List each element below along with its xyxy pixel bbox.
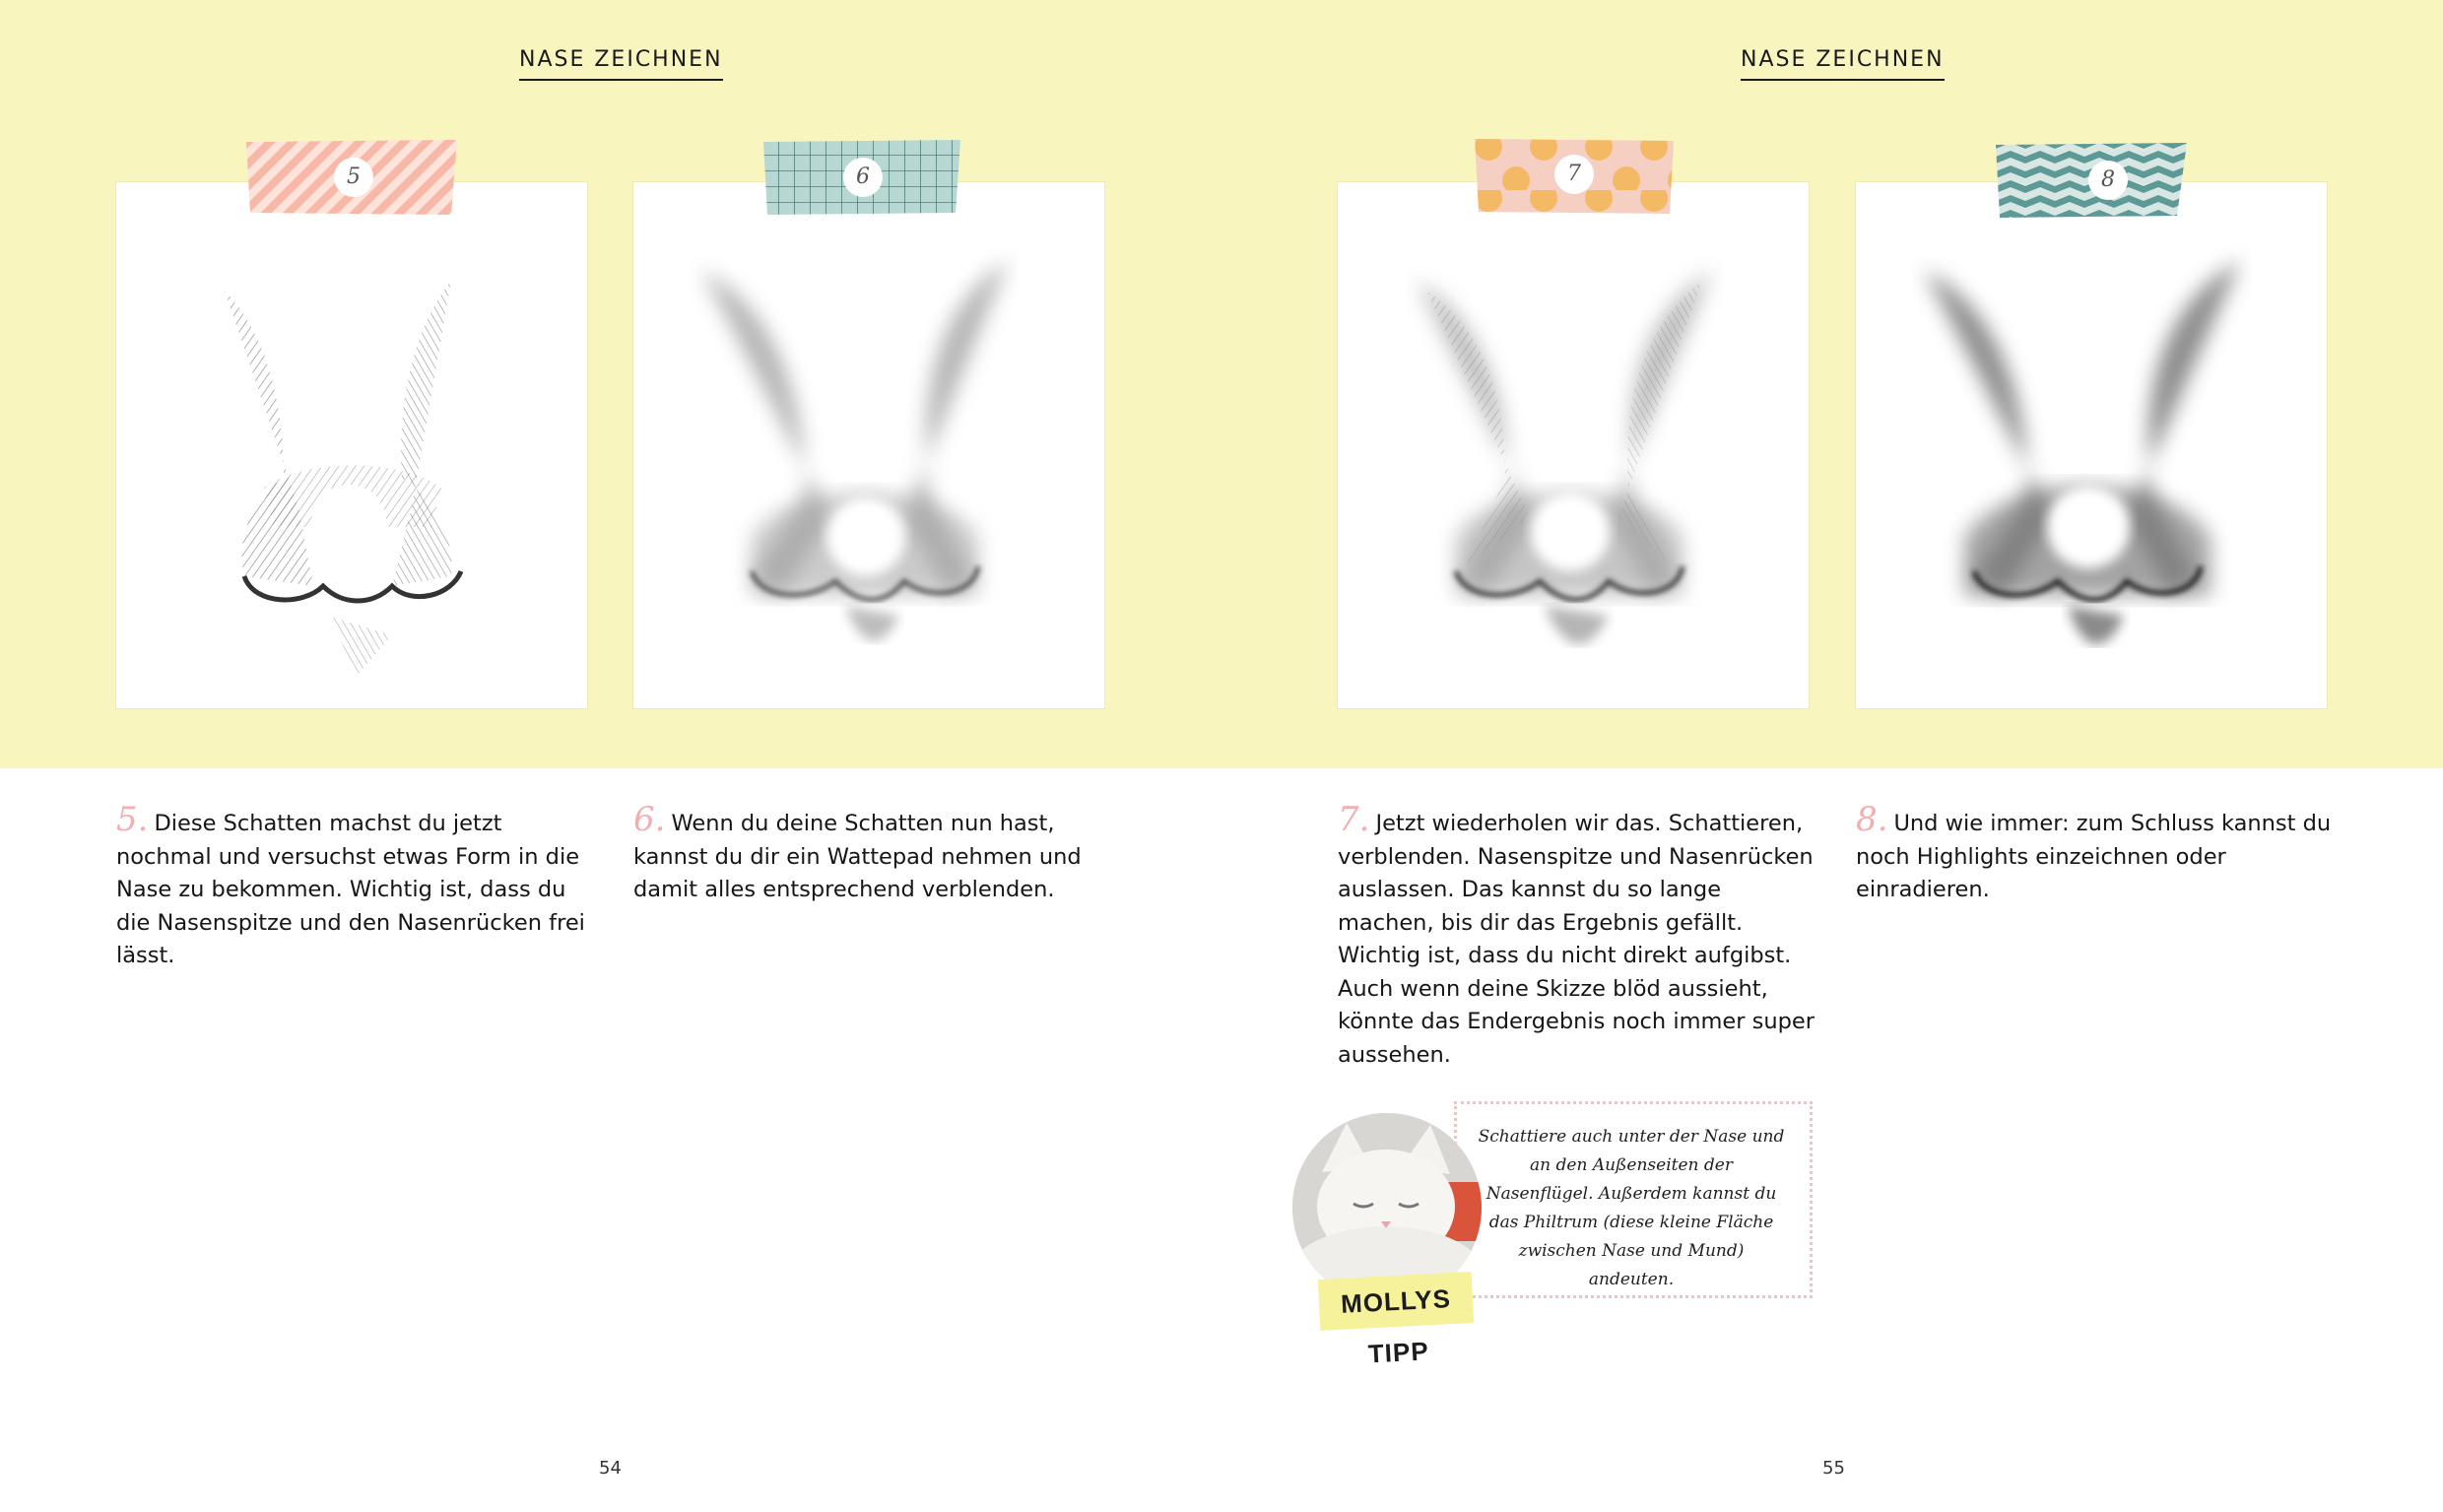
nose-sketch-reworked: [1338, 182, 1809, 708]
step-number-7: 7.: [1338, 800, 1370, 839]
step-text-6: [633, 800, 1116, 907]
step-badge-8: 8: [2088, 161, 2128, 200]
mollys-tipp-label: MOLLYS TIPP: [1318, 1272, 1475, 1331]
nose-sketch-card-7: [1338, 182, 1809, 708]
step-badge-7: 7: [1554, 155, 1594, 194]
nose-sketch-card-5: [116, 182, 587, 708]
nose-sketch-card-8: [1856, 182, 2327, 708]
step-body-5: Diese Schatten machst du jetzt nochmal und versuchst etwas Form in die Nase zu bekommen. Wichtig ist, dass du die Nasenspitze und den Nasenrücken frei lässt.: [116, 811, 585, 968]
step-number-6: 6.: [633, 800, 666, 839]
nose-sketch-card-6: [633, 182, 1104, 708]
page-number-right: 55: [1822, 1458, 1845, 1479]
step-number-5: 5.: [116, 800, 149, 839]
washi-tape-7: [1475, 139, 1674, 214]
step-body-6: Wenn du deine Schatten nun hast, kannst du dir ein Wattepad nehmen und damit alles entsprechend verblenden.: [633, 811, 1082, 902]
step-badge-6: 6: [843, 158, 883, 197]
step-body-8: Und wie immer: zum Schluss kannst du noch Highlights einzeichnen oder einradieren.: [1856, 811, 2332, 902]
page-number-left: 54: [599, 1458, 622, 1479]
tip-text: Schattiere auch unter der Nase und an den Außenseiten der Nasenflügel. Außerdem kannst du das Philtrum (diese kleine Fläche zwischen Nase und Mund) andeuten.: [1478, 1127, 1785, 1289]
running-title-left: NASE ZEICHNEN: [519, 45, 723, 81]
step-text-8: [1856, 800, 2339, 907]
nose-sketch-blended: [633, 182, 1104, 708]
washi-tape-8: [1996, 143, 2187, 218]
step-text-7: [1338, 800, 1820, 1072]
nose-sketch-final: [1856, 182, 2327, 708]
step-body-7: Jetzt wiederholen wir das. Schattieren, verblenden. Nasenspitze und Nasenrücken auslassen. Das kannst du so lange machen, bis dir das Ergebnis gefällt. Wichtig ist, dass du nicht direkt aufgibst. Auch wenn deine Skizze blöd aussieht, könnte das Endergebnis noch immer super aussehen.: [1338, 811, 1816, 1068]
washi-tape-6: [763, 140, 960, 215]
nose-sketch-hatched: [116, 182, 587, 708]
step-badge-5: 5: [334, 158, 373, 197]
running-title-right: NASE ZEICHNEN: [1741, 45, 1945, 81]
step-number-8: 8.: [1856, 800, 1888, 839]
step-text-5: [116, 800, 599, 973]
washi-tape-5: [244, 140, 459, 215]
